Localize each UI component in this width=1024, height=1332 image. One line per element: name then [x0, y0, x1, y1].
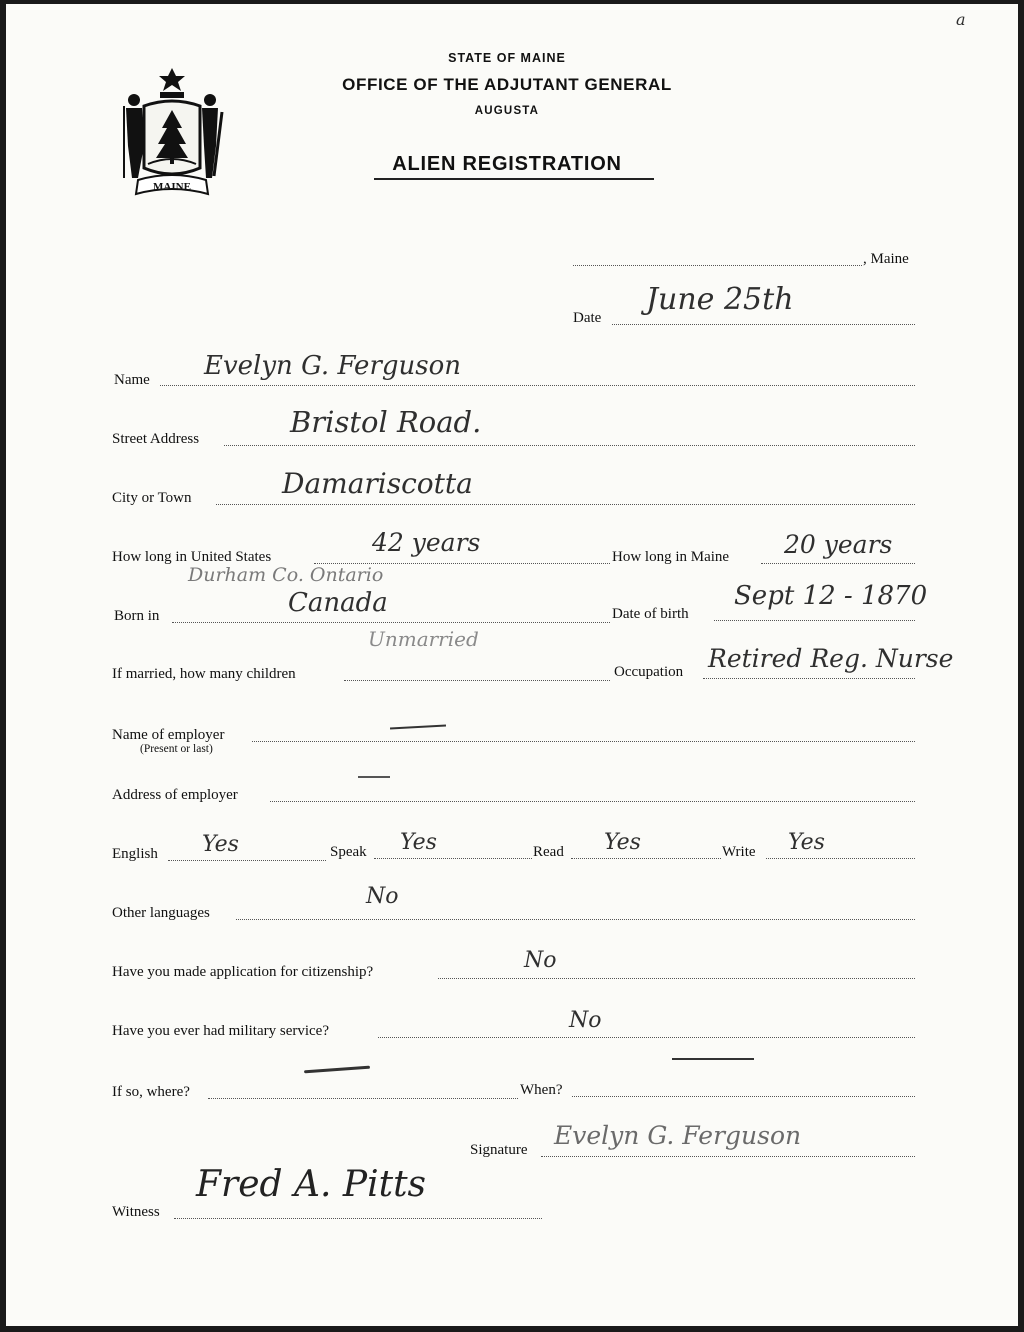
if-married-children-line	[344, 680, 610, 681]
employer-dash-mark	[390, 725, 446, 730]
write-entry: Yes	[788, 830, 825, 855]
citizenship-application-line	[438, 978, 915, 979]
citizenship-application-entry: No	[524, 948, 557, 973]
born-in-county-entry: Durham Co. Ontario	[188, 564, 384, 586]
name-entry: Evelyn G. Ferguson	[204, 351, 462, 381]
signature-label: Signature	[470, 1142, 528, 1158]
citizenship-application-label: Have you made application for citizenship?	[112, 964, 374, 980]
english-line	[168, 860, 326, 861]
address-of-employer-line	[270, 801, 915, 802]
name-of-employer-label: Name of employer	[112, 727, 225, 743]
date-of-birth-label: Date of birth	[612, 606, 689, 622]
other-languages-entry: No	[366, 884, 399, 909]
english-entry: Yes	[202, 832, 239, 857]
date-entry: June 25th	[646, 282, 794, 317]
city-or-town-entry: Damariscotta	[282, 467, 473, 500]
signature-line	[541, 1156, 915, 1157]
header-office: OFFICE OF THE ADJUTANT GENERAL	[342, 75, 672, 94]
military-service-line	[378, 1037, 915, 1038]
address-of-employer-label: Address of employer	[112, 787, 238, 803]
how-long-us-label: How long in United States	[112, 549, 272, 565]
date-of-birth-entry: Sept 12 - 1870	[734, 581, 928, 611]
military-service-label: Have you ever had military service?	[112, 1023, 329, 1039]
when-line	[572, 1096, 915, 1097]
form-title: ALIEN REGISTRATION	[392, 153, 622, 175]
marital-status-entry: Unmarried	[368, 627, 479, 651]
date-of-birth-line	[714, 620, 915, 621]
read-line	[571, 858, 721, 859]
how-long-maine-line	[761, 563, 915, 564]
header-city: AUGUSTA	[474, 105, 540, 117]
born-in-line	[172, 622, 610, 623]
street-address-label: Street Address	[112, 431, 200, 447]
employer-address-dash-mark	[358, 776, 390, 778]
name-of-employer-line	[252, 741, 915, 742]
title-underline	[374, 178, 654, 180]
how-long-maine-label: How long in Maine	[612, 549, 730, 565]
born-in-label: Born in	[114, 608, 160, 624]
how-long-us-entry: 42 years	[372, 528, 481, 557]
city-or-town-label: City or Town	[112, 490, 192, 506]
city-or-town-line	[216, 504, 915, 505]
witness-line	[174, 1218, 542, 1219]
occupation-line	[703, 678, 915, 679]
witness-label: Witness	[112, 1204, 160, 1220]
english-label: English	[112, 846, 158, 862]
how-long-maine-entry: 20 years	[784, 530, 893, 559]
signature-entry: Evelyn G. Ferguson	[554, 1121, 802, 1150]
present-or-last-note: (Present or last)	[140, 743, 213, 755]
header-state: STATE OF MAINE	[448, 51, 566, 65]
name-line	[160, 385, 915, 386]
read-entry: Yes	[604, 830, 641, 855]
write-label: Write	[722, 844, 756, 860]
speak-line	[374, 858, 532, 859]
seal-ribbon-text: MAINE	[153, 181, 191, 193]
street-address-line	[224, 445, 915, 446]
state-seal-icon	[116, 66, 228, 202]
speak-label: Speak	[330, 844, 367, 860]
when-dash-mark	[672, 1058, 754, 1060]
born-in-entry: Canada	[288, 588, 388, 618]
write-line	[766, 858, 915, 859]
maine-town-line	[573, 265, 862, 266]
military-service-entry: No	[569, 1008, 602, 1033]
corner-mark: a	[956, 10, 966, 29]
when-label: When?	[520, 1082, 563, 1098]
other-languages-label: Other languages	[112, 905, 210, 921]
street-address-entry: Bristol Road.	[290, 405, 482, 439]
maine-label: , Maine	[863, 251, 909, 267]
date-line	[612, 324, 915, 325]
occupation-entry: Retired Reg. Nurse	[708, 644, 954, 673]
speak-entry: Yes	[400, 830, 437, 855]
name-label: Name	[114, 372, 150, 388]
where-dash-mark	[304, 1066, 370, 1074]
occupation-label: Occupation	[614, 664, 684, 680]
witness-entry: Fred A. Pitts	[196, 1164, 427, 1205]
if-married-children-label: If married, how many children	[112, 666, 296, 682]
if-so-where-label: If so, where?	[112, 1084, 190, 1100]
date-label: Date	[573, 310, 602, 326]
registration-form-page	[6, 4, 1018, 1326]
if-so-where-line	[208, 1098, 518, 1099]
other-languages-line	[236, 919, 915, 920]
read-label: Read	[533, 844, 564, 860]
